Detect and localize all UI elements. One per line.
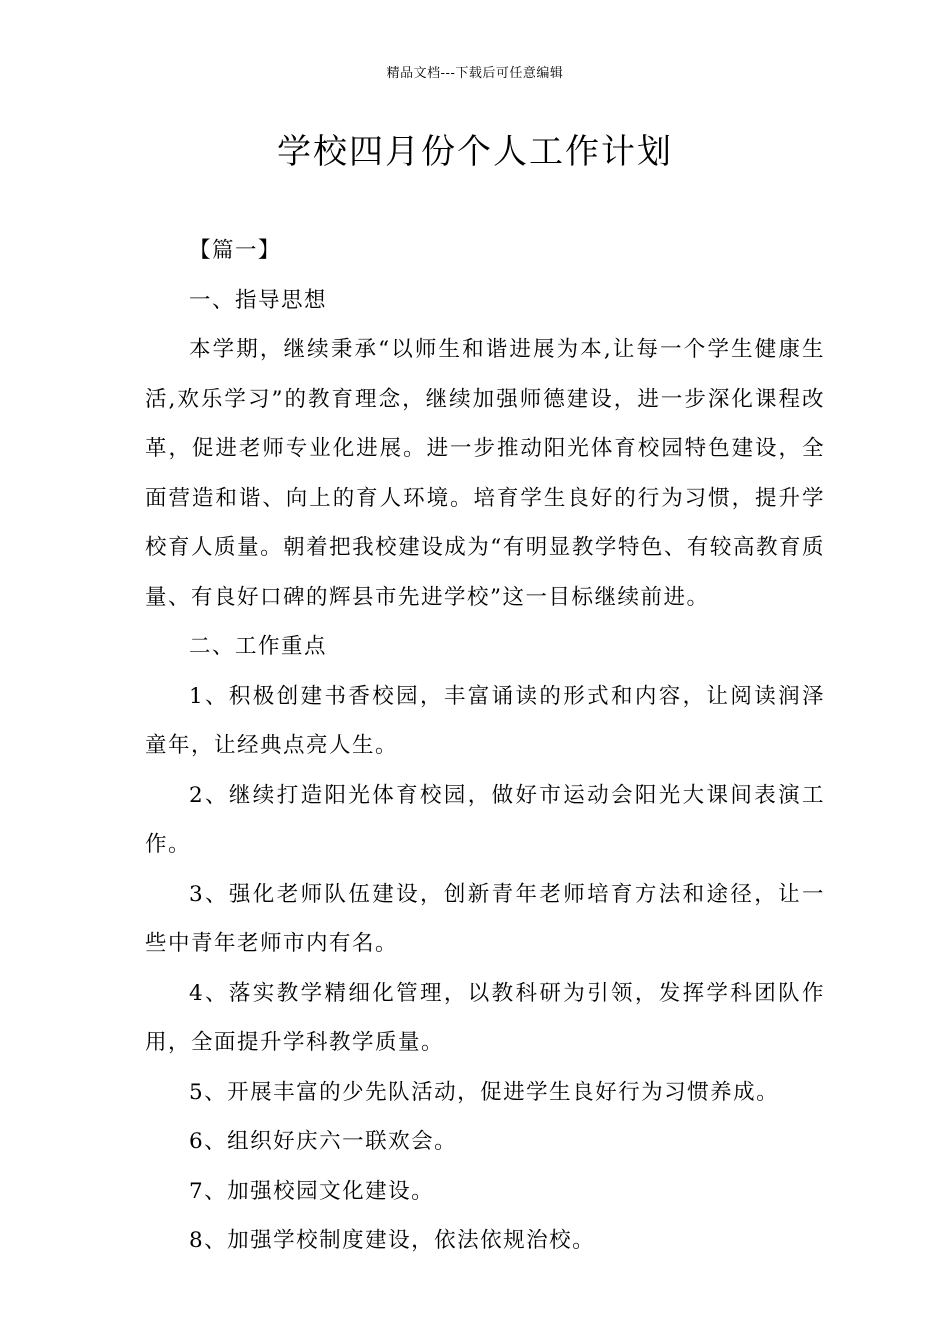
heading-guiding-thought: 一、指导思想: [189, 287, 328, 313]
list-item: 6、组织好庆六一联欢会。: [189, 1129, 458, 1154]
list-item: 2、继续打造阳光体育校园，做好市运动会阳光大课间表演工作。: [145, 782, 825, 857]
document-body: [145, 226, 825, 1266]
document-title: 学校四月份个人工作计划: [277, 132, 673, 172]
section-label: 【篇一】: [189, 238, 282, 263]
list-item: 4、落实教学精细化管理，以教科研为引领，发挥学科团队作用，全面提升学科教学质量。: [145, 980, 825, 1055]
header-note: 精品文档---下载后可任意编辑: [386, 66, 564, 81]
list-item: 8、加强学校制度建设，依法依规治校。: [189, 1228, 596, 1253]
list-item: 3、强化老师队伍建设，创新青年老师培育方法和途径，让一些中青年老师市内有名。: [145, 881, 825, 956]
list-item: 1、积极创建书香校园，丰富诵读的形式和内容，让阅读润泽童年，让经典点亮人生。: [145, 683, 825, 758]
paragraph-guiding-thought: 本学期，继续秉承“以师生和谐进展为本,让每一个学生健康生活,欢乐学习”的教育理念，继续加强师德建设，进一步深化课程改革，促进老师专业化进展。进一步推动阳光体育校园特色建设，全面营造和谐、向上的育人环境。培育学生良好的行为习惯，提升学校育人质量。朝着把我校建设成为“有明显教学特色、有较高教育质量、有良好口碑的辉县市先进学校”这一目标继续前进。: [145, 337, 825, 610]
list-item: 7、加强校园文化建设。: [189, 1178, 435, 1204]
list-item: 5、开展丰富的少先队活动，促进学生良好行为习惯养成。: [189, 1079, 780, 1105]
heading-work-focus: 二、工作重点: [189, 634, 328, 659]
